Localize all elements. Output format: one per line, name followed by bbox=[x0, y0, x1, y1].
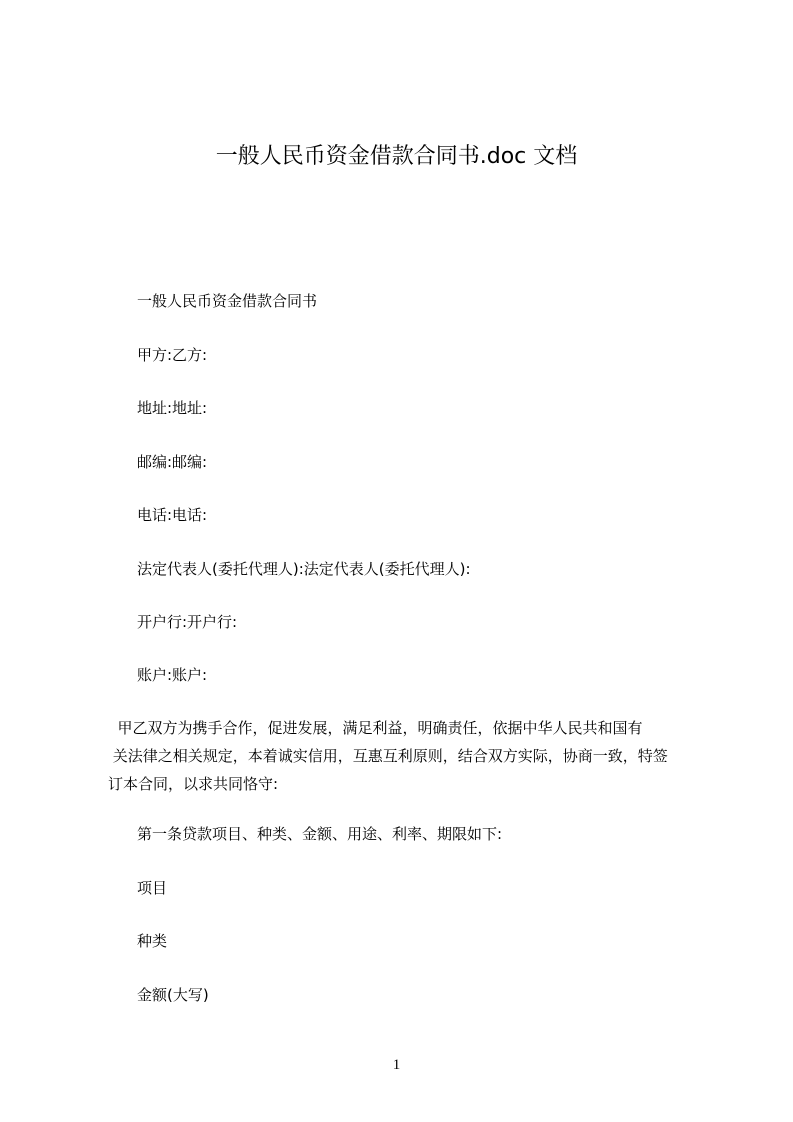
document-title: 一般人民币资金借款合同书.doc 文档 bbox=[215, 144, 578, 169]
bank-line: 开户行:开户行: bbox=[137, 613, 238, 631]
legal-representative-line: 法定代表人(委托代理人):法定代表人(委托代理人): bbox=[137, 560, 471, 578]
account-line: 账户:账户: bbox=[137, 666, 208, 684]
contract-heading: 一般人民币资金借款合同书 bbox=[137, 292, 318, 310]
item-type: 种类 bbox=[137, 932, 168, 950]
address-line: 地址:地址: bbox=[137, 399, 208, 417]
phone-line: 电话:电话: bbox=[137, 506, 208, 524]
party-line: 甲方:乙方: bbox=[137, 346, 208, 364]
page-number: 1 bbox=[392, 1057, 401, 1073]
item-project: 项目 bbox=[137, 879, 168, 897]
preamble-line-1: 甲乙双方为携手合作，促进发展，满足利益，明确责任，依据中华人民共和国有 bbox=[108, 719, 643, 737]
postcode-line: 邮编:邮编: bbox=[137, 453, 208, 471]
preamble-paragraph bbox=[108, 714, 718, 798]
preamble-line-2: 关法律之相关规定，本着诚实信用，互惠互利原则，结合双方实际，协商一致，特签 bbox=[108, 747, 668, 765]
preamble-line-3: 订本合同，以求共同恪守: bbox=[108, 775, 279, 793]
article-one-heading: 第一条贷款项目、种类、金额、用途、利率、期限如下: bbox=[137, 825, 503, 843]
item-amount: 金额(大写) bbox=[137, 986, 209, 1004]
